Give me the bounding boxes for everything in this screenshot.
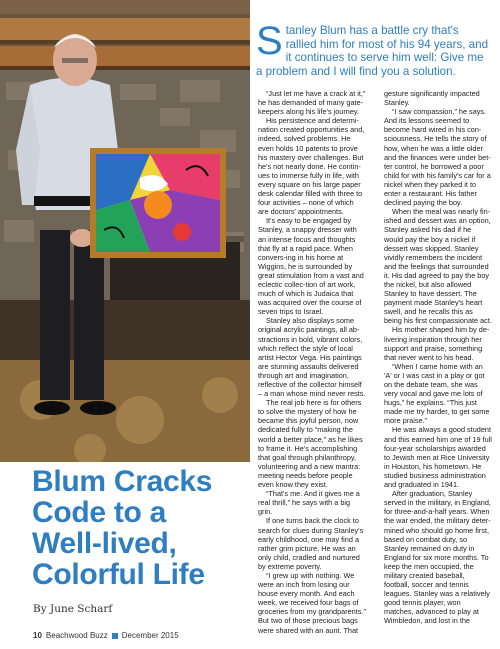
paragraph: Stanley also displays some original acrylic paintings, all ab-stractions in bold, vibrant colors, which reflect the style of local artist Hector Vega. His paintings are stunning assaults delivered through art and imagination, reflective of the collector himself – a man whose mind never rests. [258, 316, 366, 399]
issue-date: December 2015 [121, 631, 179, 640]
paragraph: His persistence and determi-nation created opportunities and, indeed, solved problems. He even holds 10 patents to prove his mastery over challenges. But he's not nearly done. He contin-ues to immerse fully in life, with every square on his large paper desk calendar filled with three to four activities – none of which are doctors' appointments. [258, 116, 365, 217]
headline-line: Blum Cracks [32, 465, 213, 498]
paragraph: He was always a good student and this earned him one of 19 full four-year scholarships awarded to Jewish men at Rice University in Houston, his hometown. He studied business administration and graduated in 1941. [384, 425, 492, 490]
paragraph: gesture significantly impacted Stanley. [384, 89, 480, 108]
paragraph: “That's me. And it gives me a real thrill,” he says with a big grin. [258, 489, 360, 517]
lead-text: tanley Blum has a battle cry that's rallied him for most of his 94 years, and it continues to serve him well: Give me a problem and I will find you a solution. [256, 24, 489, 78]
headline-line: Code to a [32, 496, 166, 529]
headline-line: Well-lived, [32, 527, 177, 560]
separator-square-icon [112, 633, 118, 639]
article-column-2 [384, 89, 492, 641]
byline: By June Scharf [33, 603, 113, 615]
paragraph: “Just let me have a crack at it,” he has demanded of many gate-keepers along his life's journey. [258, 89, 366, 117]
paragraph: “When I came home with an 'A' or I was cast in a play or got on the debate team, she was very vocal and gave me lots of hugs,” he explains. “This just made me try harder, to get some more praise.” [384, 361, 490, 426]
paragraph: After graduation, Stanley served in the military, in England, for three-and-a-half years. When the war ended, the military deter-mined who should go home first, based on combat duty, so Stanley remained on duty in England for six more months. To keep the men occupied, the military created baseball, football, soccer and tennis leagues. Stanley was a relatively good tennis player, won matches, advanced to play at Wimbledon, and lost in the [384, 489, 491, 626]
headline-line: Colorful Life [32, 558, 205, 591]
page-footer [33, 631, 179, 640]
paragraph: “I saw compassion,” he says. And its lessons seemed to become hard wired in his con-sciousness. He tells the story of how, when he was a little older and the finances were under bet-ter control, he borrowed a poor child for with his family's car for a nickel when they parked it to enter a restaurant. His father declined paying the boy. [384, 107, 491, 208]
feature-photo [0, 0, 250, 462]
paragraph: If one turns back the clock to search for clues during Stanley's early childhood, one may find a rather grim picture. He was an only child, cradled and nurtured by extreme poverty. [258, 516, 364, 571]
lead-paragraph [256, 19, 492, 78]
paragraph: The real job here is for others to solve the mystery of how he became this joyful person, now dedicated fully to “making the world a better place,” as he likes to frame it. He's accomplishing that goal through philanthropy, volunteering and a new mantra: meeting needs before people even know they exist. [258, 398, 363, 490]
page-number: 10 [33, 631, 42, 640]
article-headline [32, 466, 247, 590]
paragraph: “I grew up with nothing. We were an inch from losing our house every month. And each week, we received four bags of groceries from my grandparents.” But two of those precious bags were shared with an aunt. That [258, 570, 366, 635]
paragraph: His mother shaped him by de-livering inspiration through her support and praise, something that never went to his head. [384, 325, 490, 362]
paragraph: When the meal was nearly fin-ished and dessert was an option, Stanley asked his dad if he would pay the boy a nickel if dessert was skipped. Stanley vividly remembers the incident and the feelings that surrounded it. His dad agreed to pay the boy the nickel, but also allowed Stanley to have dessert. The payment made Stanley's heart swell, and he recalls this as being his first compassionate act. [384, 207, 492, 326]
publication-name: Beachwood Buzz [45, 631, 108, 640]
paragraph: It's easy to be engaged by Stanley, a snappy dresser with an intense focus and thoughts that fly at a rapid pace. When convers-ing in his home at Wiggins, he is surrounded by great stimulation from a vast and eclectic collec-tion of art work, much of which is Judaica that was acquired over the course of seven trips to Israel. [258, 216, 364, 317]
article-column-1 [258, 89, 366, 641]
lead-dropcap: S [256, 19, 283, 63]
